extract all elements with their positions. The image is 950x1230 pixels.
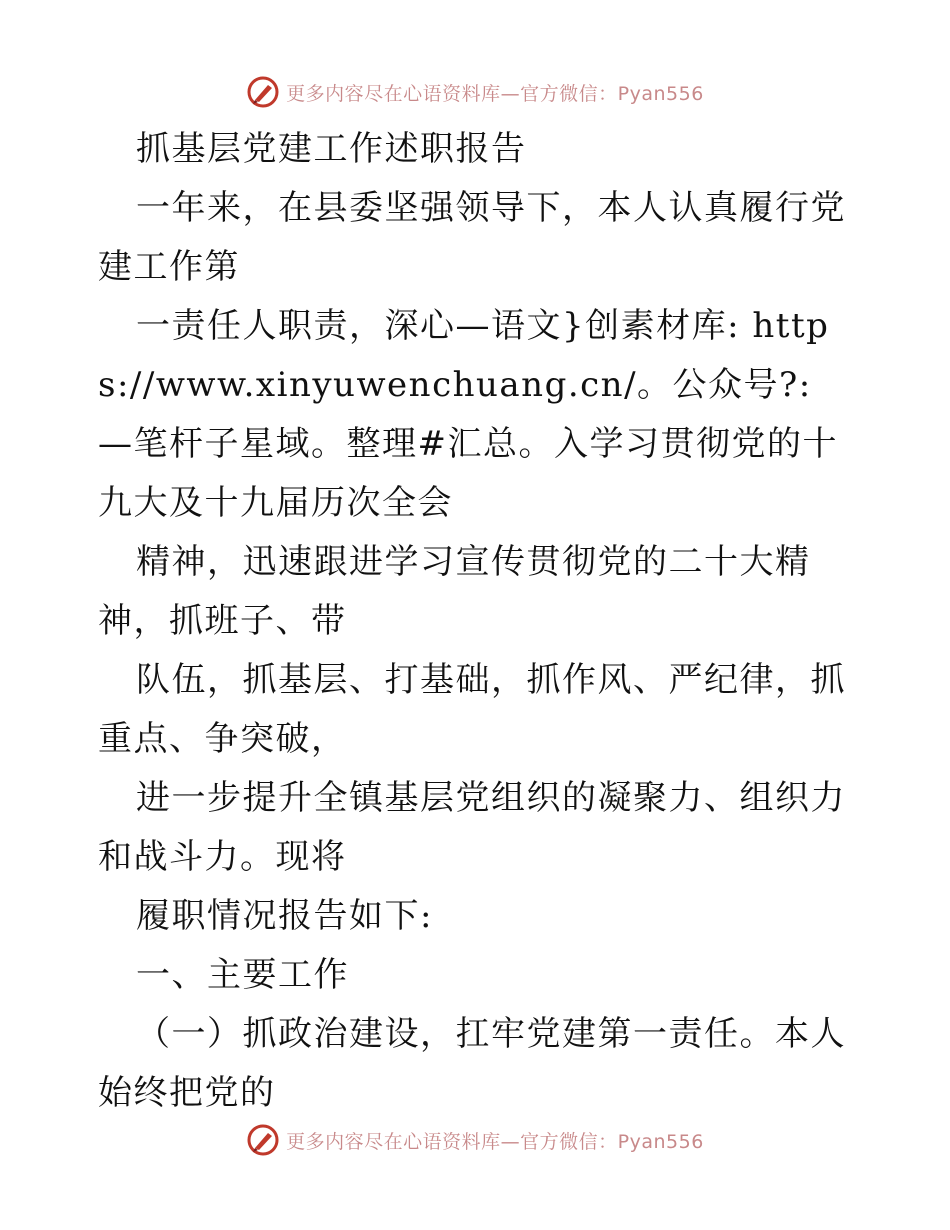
pen-logo-icon (246, 1123, 280, 1157)
paragraph: 一责任人职责，深心—语文}创素材库: https://www.xinyuwenchuang.cn/。公众号?: —笔杆子星域。整理#汇总。入学习贯彻党的十九大及十九届历次全会 (98, 306, 838, 523)
document-title: 抓基层党建工作述职报告 (136, 129, 527, 169)
paragraph: （一）抓政治建设，扛牢党建第一责任。本人始终把党的 (98, 1014, 846, 1113)
paragraph: 进一步提升全镇基层党组织的凝聚力、组织力和战斗力。现将 (98, 778, 846, 877)
watermark-text: 更多内容尽在心语资料库—官方微信：Pyan556 (286, 1130, 704, 1153)
section-heading: 一、主要工作 (136, 955, 349, 995)
paragraph: 履职情况报告如下: (136, 896, 433, 936)
paragraph: 精神，迅速跟进学习宣传贯彻党的二十大精神，抓班子、带 (98, 542, 811, 641)
watermark-text: 更多内容尽在心语资料库—官方微信：Pyan556 (286, 82, 704, 105)
watermark-banner-bottom (0, 1120, 950, 1160)
paragraph: 一年来，在县委坚强领导下，本人认真履行党建工作第 (98, 188, 846, 287)
watermark-banner-top (0, 72, 950, 112)
paragraph: 队伍，抓基层、打基础，抓作风、严纪律，抓重点、争突破， (98, 660, 846, 759)
pen-logo-icon (246, 75, 280, 109)
document-body (98, 120, 858, 1123)
